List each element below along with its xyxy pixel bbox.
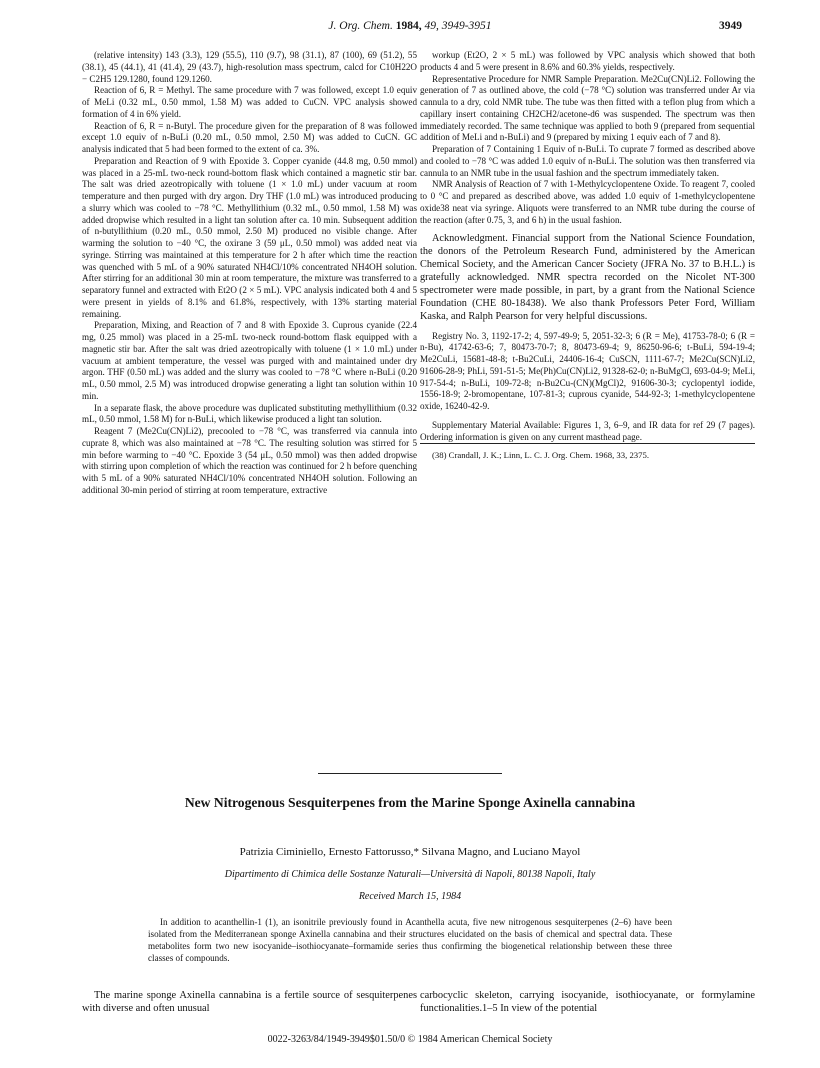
page-footer: 0022-3263/84/1949-3949$01.50/0 © 1984 American Chemical Society [267,1034,553,1045]
journal-citation [0,20,820,32]
left-column [82,50,417,497]
paragraph: Reaction of 6, R = n-Butyl. The procedure given for the preparation of 8 was followed except 1.0 equiv of n-BuLi (0.20 mL, 0.50 mmol, 2.50 M) was added to CuCN. GC analysis indicated that 5 had been formed to the extent of ca. 3%. [82,120,417,154]
paragraph: Preparation of 7 Containing 1 Equiv of n-BuLi. To cuprate 7 formed as described above and cooled to −78 °C was added 1.0 equiv of n-BuLi. The solution was then transferred via cannula to an NMR tube in the usual fashion and the spectrum immediately taken. [420,144,755,178]
author-affiliation: Dipartimento di Chimica delle Sostanze Naturali—Università di Napoli, 80138 Napoli, Italy [224,869,596,880]
intro-right: carbocyclic skeleton, carrying isocyanide, isothiocyanate, or formylamine functionalities.1–5 In view of the potential [420,990,755,1014]
section-divider [318,773,502,774]
supplementary-material: Supplementary Material Available: Figures 1, 3, 6–9, and IR data for ref 29 (7 pages). Ordering information is given on any current masthead page. [420,419,755,442]
paragraph: Preparation, Mixing, and Reaction of 7 and 8 with Epoxide 3. Cuprous cyanide (22.4 mg, 0.25 mmol) was placed in a 25-mL two-neck round-bottom flask equipped with a magnetic stir bar. After the salt was dried azeotropically with toluene (1 × 1.0 mL) under vacuum at ambient temperature, the vessel was purged with and maintained under dry argon. THF (0.50 mL) was added and the slurry was cooled to −78 °C where n-BuLi (0.20 mL, 0.50 mmol, 2.5 M) was introduced dropwise generating a light tan solution within 10 min. [82,320,417,401]
paragraph: workup (Et2O, 2 × 5 mL) was followed by VPC analysis which showed that both products 4 and 5 were present in 8.6% and 60.3% yields, respectively. [420,50,755,72]
article-title: New Nitrogenous Sesquiterpenes from the Marine Sponge Axinella cannabina [184,795,636,810]
right-column [420,50,755,462]
acknowledgment: Acknowledgment. Financial support from the National Science Foundation, the donors of the Petroleum Research Fund, administered by the American Chemical Society, and the American Cancer Society (JFRA No. 37 to B.H.L.) is gratefully acknowledged. NMR spectra recorded on the Nicolet NT-300 spectrometer were made possible, in part, by a grant from the National Science Foundation (CHE 80-18438). We also thank Professors Peter Ford, William Kaska, and Ralph Pearson for very helpful discussions. [420,233,755,322]
paragraph: Preparation and Reaction of 9 with Epoxide 3. Copper cyanide (44.8 mg, 0.50 mmol) was placed in a 25-mL two-neck round-bottom flask which contained a magnetic stir bar. The salt was dried azeotropically with toluene (1 × 1.0 mL) under vacuum at room temperature and then purged with dry argon. Dry THF (1.0 mL) was introduced producing a slurry which was cooled to −78 °C. Methyllithium (0.32 mL, 0.50 mmol, 1.58 M) was added dropwise which resulted in a light tan solution after ca. 10 min. Subsequent addition of n-butyllithium (0.20 mL, 0.50 mmol, 2.50 M) produced no visible change. After warming the solution to −40 °C, the oxirane 3 (59 μL, 0.50 mmol) was added neat via syringe. Stirring was maintained at this temperature for 2 h after which time the reaction was quenched with 5 mL of a 90% saturated NH4Cl/10% concentrated NH4OH solution. After stirring for an additional 30 min at room temperature, the mixture was transferred to a separatory funnel and extracted with Et2O (2 × 5 mL). VPC analysis indicated both 4 and 5 were present in yields of 8.1% and 61.8%, respectively, with 13% starting material remaining. [82,155,417,319]
article-authors: Patrizia Ciminiello, Ernesto Fattorusso,* Silvana Magno, and Luciano Mayol [239,846,581,858]
abstract: In addition to acanthellin-1 (1), an isonitrile previously found in Acanthella acuta, five new nitrogenous sesquiterpenes (2–6) have been isolated from the Mediterranean sponge Axinella cannabina and their structures elucidated on the basis of chemical and spectral data. These metabolites form two new isocyanide–isothiocyanate–formamide series thus confirming the biogenetical relationship between these three classes of compounds. [148,917,672,963]
journal-name: J. Org. Chem. [328,20,393,32]
journal-volume: 49, [424,20,439,32]
paragraph: (relative intensity) 143 (3.3), 129 (55.5), 110 (9.7), 98 (31.1), 87 (100), 69 (51.2), 55 (38.1), 45 (44.1), 41 (41.4), 29 (43.7), high-resolution mass spectrum, calcd for C10H22O − C2H5 129.1280, found 129.1260. [82,50,417,84]
received-date: Received March 15, 1984 [358,891,462,902]
registry-numbers: Registry No. 3, 1192-17-2; 4, 597-49-9; 5, 2051-32-3; 6 (R = Me), 41753-78-0; 6 (R = n-Bu), 41742-63-6; 7, 80473-70-7; 8, 80473-69-4; 9, 86250-96-6; t-BuLi, 594-19-4; Me2CuLi, 15681-48-8; t-Bu2CuLi, 24406-16-4; CuSCN, 1111-67-7; Me2Cu(SCN)Li2, 91606-28-9; PhLi, 591-51-5; Me(Ph)Cu(CN)Li2, 91328-62-0; n-BuMgCl, 693-04-9; MeLi, 917-54-4; n-BuLi, 109-72-8; n-Bu2Cu-(CN)(MgCl)2, 91606-30-3; cyclopentyl iodide, 1556-18-9; 2-bromopentane, 107-81-3; cuprous cyanide, 544-92-3; 1-methylcyclopentene oxide, 16240-42-9. [420,330,755,412]
paragraph: NMR Analysis of Reaction of 7 with 1-Methylcyclopentene Oxide. To reagent 7, cooled to 0 °C and prepared as described above, was added 1.0 equiv of 1-methylcyclopentene oxide38 neat via syringe. Aliquots were transferred to an NMR tube during the course of the reaction (after 0.75, 3, and 6 h) in the usual fashion. [420,179,755,225]
paragraph: Reaction of 6, R = Methyl. The same procedure with 7 was followed, except 1.0 equiv of MeLi (0.32 mL, 0.50 mmol, 1.58 M) was added to CuCN. VPC analysis showed formation of 4 in 6% yield. [82,85,417,119]
intro-left: The marine sponge Axinella cannabina is a fertile source of sesquiterpenes with diverse and often unusual [82,990,417,1014]
paragraph: In a separate flask, the above procedure was duplicated substituting methyllithium (0.32 mL, 0.50 mmol, 1.58 M) for n-BuLi, which likewise produced a light tan solution. [82,402,417,425]
journal-year: 1984, [395,20,422,32]
running-header [0,20,820,40]
paragraph: Representative Procedure for NMR Sample Preparation. Me2Cu(CN)Li2. Following the generation of 7 as outlined above, the cold (−78 °C) solution was transferred under Ar via cannula to a dry, cold NMR tube. The tube was then fitted with a teflon plug from which a capillary insert containing CH2CH2/acetone-d6 was suspended. The spectrum was then immediately recorded. The same technique was applied to both 9 (prepared from sequential addition of MeLi and n-BuLi) and 9 (prepared by mixing 1 equiv each of 7 and 8). [420,73,755,143]
paragraph: Reagent 7 (Me2Cu(CN)Li2), precooled to −78 °C, was transferred via cannula into cuprate 8, which was also maintained at −78 °C. The resulting solution was stirred for 5 min before warming to −40 °C. Epoxide 3 (54 μL, 0.50 mmol) was then added dropwise with stirring upon completion of which the reaction was continued for 2 h before quenching with 5 mL of a 90% saturated NH4Cl/10% concentrated NH4OH solution. Following an additional 30-min period of stirring at room temperature, extractive [82,426,417,495]
page-number: 3949 [719,20,742,32]
footnote: (38) Crandall, J. K.; Linn, L. C. J. Org. Chem. 1968, 33, 2375. [420,443,755,462]
journal-pages: 3949-3951 [441,20,492,32]
